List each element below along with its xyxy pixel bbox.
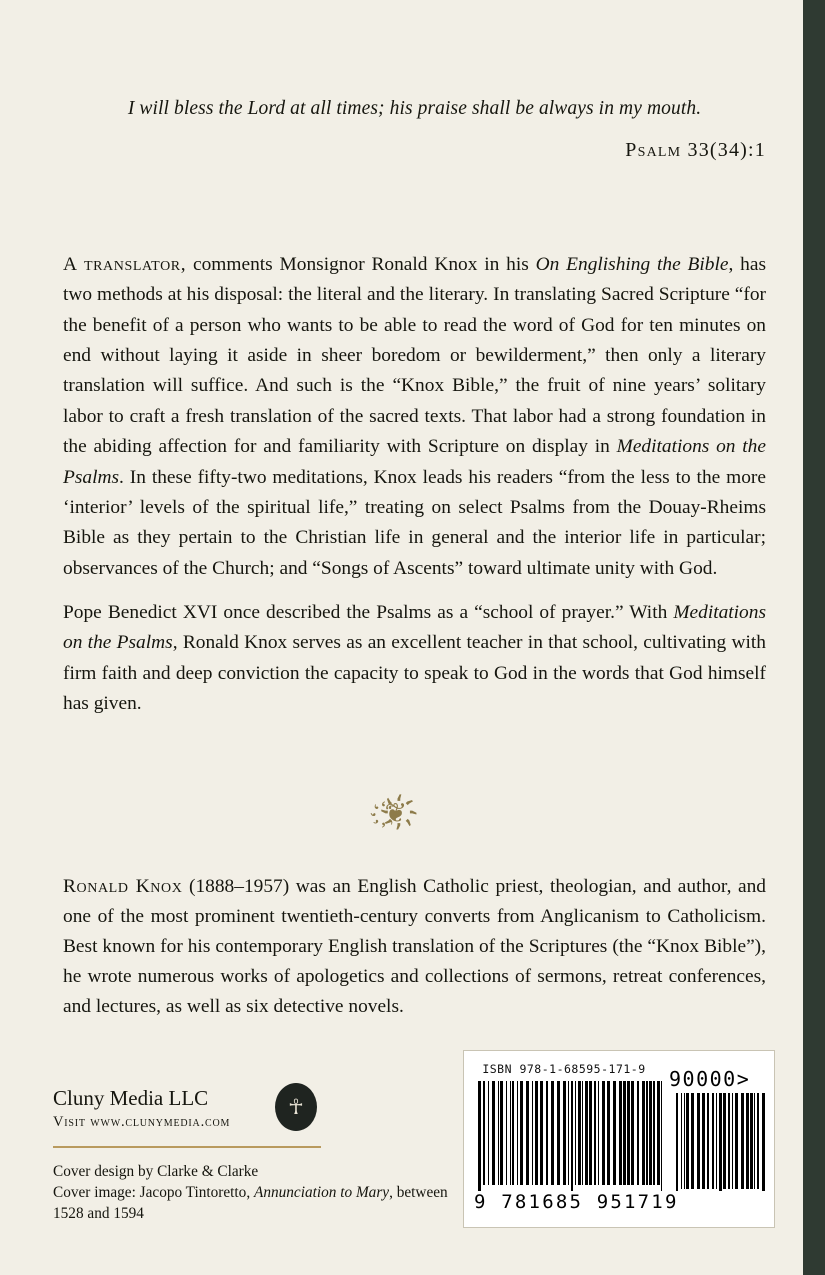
cover-design-credit: Cover design by Clarke & Clarke [53, 1162, 259, 1180]
author-name: Ronald Knox [63, 876, 183, 897]
publisher-logo [275, 1083, 317, 1131]
epigraph [63, 96, 766, 162]
epigraph-quote: I will bless the Lord at all times; his praise shall be always in my mouth. [127, 98, 702, 119]
blurb-p2-b: , Ronald Knox serves as an excellent teacher in that school, cultivating with firm faith and deep conviction the capacity to speak to God in the words that God himself has given. [63, 632, 766, 715]
blurb-p1-title-1: On Englishing the Bible [535, 254, 729, 275]
blurb-p2-title: Meditations on the Psalms [63, 601, 766, 654]
cover-credits [53, 1161, 473, 1224]
ean13-barcode-icon [478, 1081, 664, 1191]
epigraph-reference: Psalm 33(34):1 [625, 139, 766, 162]
author-bio-paragraph [63, 872, 766, 1022]
blurb-p1-title-2: Meditations on the Psalms [63, 436, 766, 488]
blurb-p1-c: . In these fifty-two meditations, Knox leads his readers “from the less to the more ‘interior’ levels of the spiritual life,” treating on select Psalms from the Douay-Rheims Bible as they pertain to the Christian life in general and the interior life in particular; observances of the Church; and “Songs of Ascents” toward ultimate unity with God. [63, 466, 766, 579]
blurb-p1-a: comments Monsignor Ronald Knox in his [186, 254, 536, 275]
blurb [63, 250, 766, 723]
cover-image-title: Annunciation to Mary [253, 1183, 390, 1201]
ean5-addon-barcode-icon [676, 1093, 764, 1191]
cover-image-credit [53, 1182, 473, 1224]
spine-strip [803, 0, 825, 1275]
isbn-text: ISBN 978-1-68595-171-9 [482, 1062, 646, 1076]
ean5-addon-digits: 90000> [669, 1067, 751, 1091]
blurb-p1-b: , has two methods at his disposal: the literal and the literary. In translating Sacred Scripture “for the benefit of a person who wants to be able to read the word of God for ten minutes on end without laying it aside in sheer boredom or bewilderment,” then only a literary translation will suffice. And such is the “Knox Bible,” the fruit of nine years’ solitary labor to craft a fresh translation of the sacred texts. That labor had a strong foundation in the abiding affection for and familiarity with Scripture on display in [63, 254, 766, 458]
publisher-website[interactable]: Visit www.clunymedia.com [53, 1114, 231, 1131]
barcode-block [463, 1050, 775, 1228]
blurb-p2-a: Pope Benedict XVI once described the Psalms as a “school of prayer.” With [63, 601, 674, 623]
author-bio-text: (1888–1957) was an English Catholic priest, theologian, and author, and one of the most prominent twentieth-century converts from Anglicanism to Catholicism. Best known for his contemporary English translation of the Scriptures (the “Knox Bible”), he wrote numerous works of apologetics and collections of sermons, retreat conferences, and lectures, as well as six detective novels. [63, 876, 766, 1018]
footer-divider [53, 1146, 321, 1148]
cover-image-label: Cover image: Jacopo Tintoretto, [53, 1183, 254, 1201]
cover-image-date: , between 1528 and 1594 [53, 1183, 448, 1222]
blurb-paragraph-2 [63, 598, 766, 719]
footer [53, 1085, 473, 1224]
ean13-digits: 9 781685 951719 [474, 1191, 679, 1213]
blurb-paragraph-1 [63, 250, 766, 584]
floral-ornament-icon: ҉❦҉ [383, 798, 420, 828]
publisher-name: Cluny Media LLC [53, 1086, 209, 1110]
blurb-lead-in: A translator, [63, 254, 187, 275]
chalice-icon: ☥ [288, 1094, 304, 1119]
author-bio [63, 872, 766, 1022]
